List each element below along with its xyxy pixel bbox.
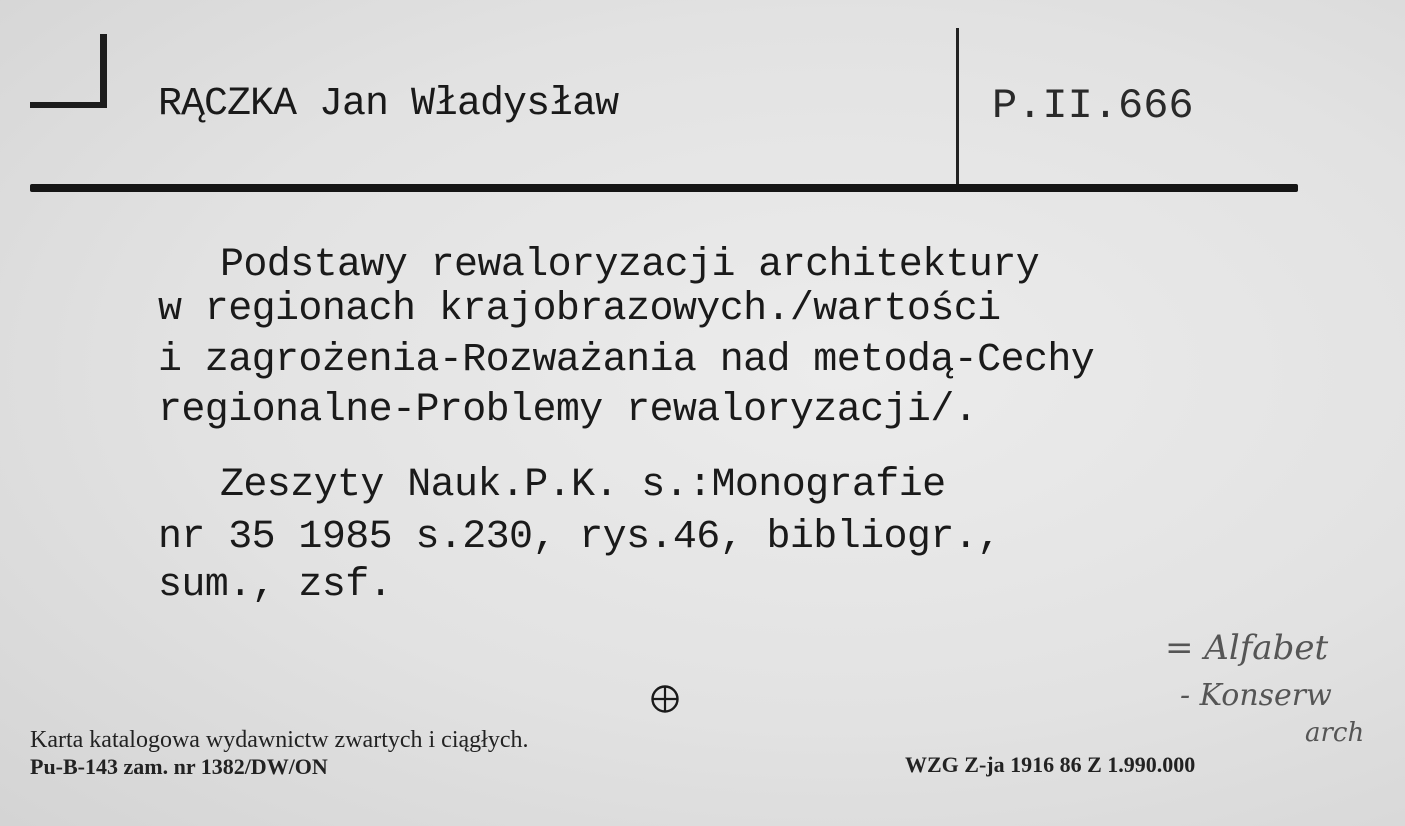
corner-mark-vertical bbox=[100, 34, 107, 106]
corner-mark-horizontal bbox=[30, 102, 107, 108]
footer-order-number: Pu-B-143 zam. nr 1382/DW/ON bbox=[30, 754, 328, 779]
title-line-2: w regionach krajobrazowych./wartości bbox=[158, 287, 1001, 332]
shelf-signature: P.II.666 bbox=[992, 82, 1194, 130]
handwritten-note-2: - Konserw bbox=[1180, 678, 1332, 713]
circled-cross-icon bbox=[650, 684, 680, 714]
footer-printer-info: WZG Z-ja 1916 86 Z 1.990.000 bbox=[905, 752, 1196, 777]
series-line-3: sum., zsf. bbox=[158, 563, 393, 608]
series-line-2: nr 35 1985 s.230, rys.46, bibliogr., bbox=[158, 515, 1001, 560]
series-line-1: Zeszyty Nauk.P.K. s.:Monografie bbox=[220, 463, 946, 508]
header-rule bbox=[30, 184, 1298, 192]
header-divider bbox=[956, 28, 959, 186]
footer-card-type: Karta katalogowa wydawnictw zwartych i ciągłych. bbox=[30, 727, 529, 753]
handwritten-note-3: arch bbox=[1305, 718, 1365, 748]
title-line-1: Podstawy rewaloryzacji architektury bbox=[220, 243, 1040, 288]
title-line-3: i zagrożenia-Rozważania nad metodą-Cechy bbox=[158, 338, 1095, 383]
author-name: RĄCZKA Jan Władysław bbox=[158, 82, 619, 127]
title-line-4: regionalne-Problemy rewaloryzacji/. bbox=[158, 388, 978, 433]
handwritten-note-1: = Alfabet bbox=[1165, 628, 1329, 668]
